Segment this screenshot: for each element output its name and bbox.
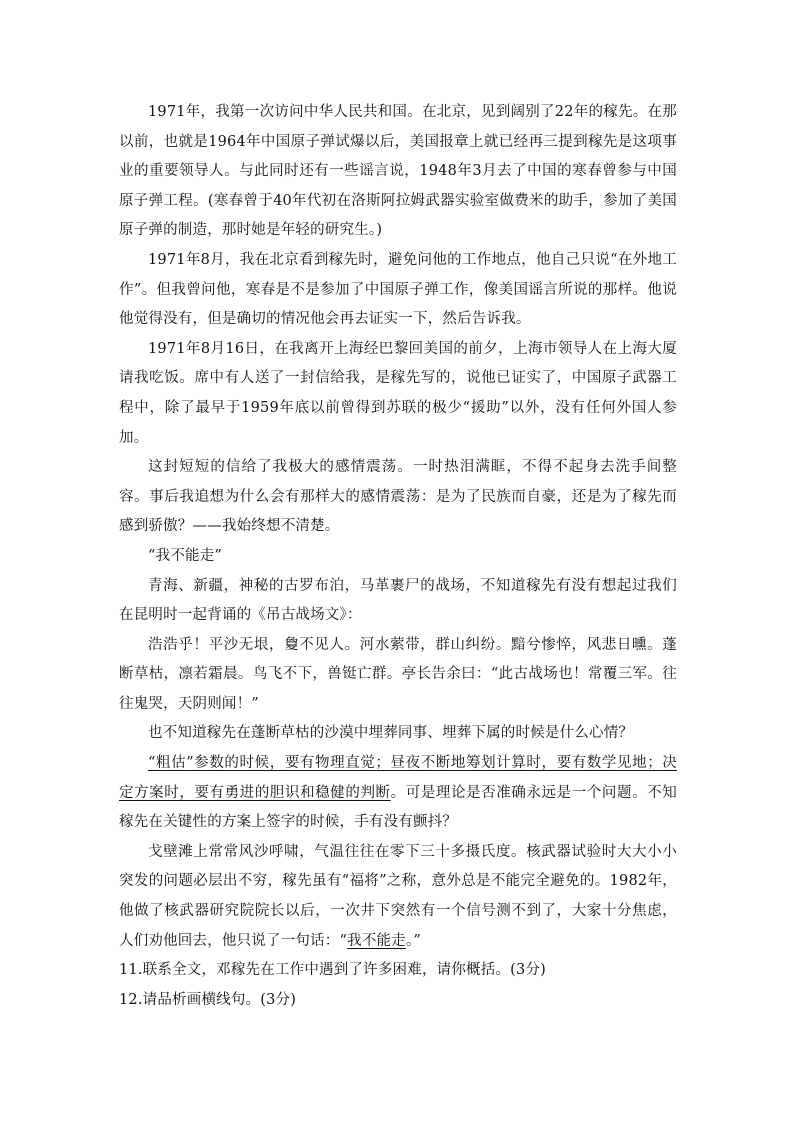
paragraph-8-rest: 。可是理论是否准确永远是一个问题。不知稼先在关键性的方案上签字的时候，手有没有颤抖？ xyxy=(119,784,677,831)
underlined-quote: 我不能走 xyxy=(347,932,406,949)
section-heading: “我不能走” xyxy=(148,547,223,564)
paragraph-5: 青海、新疆，神秘的古罗布泊，马革裹尸的战场，不知道稼先有没有想起过我们在昆明时一起背诵的《吊古战场文》： xyxy=(119,577,677,624)
question-11: 11.联系全文，邓稼先在工作中遇到了许多困难，请你概括。(3分) xyxy=(119,962,546,979)
document-body xyxy=(119,98,677,1015)
paragraph-8 xyxy=(119,749,677,838)
underlined-sentence: “粗估”参数的时候，要有物理直觉；昼夜不断地筹划计算时，要有数学见地；决定方案时，要有勇进的胆识和稳健的判断 xyxy=(119,755,677,801)
paragraph-4: 这封短短的信给了我极大的感情震荡。一时热泪满眶，不得不起身去洗手间整容。事后我追想为什么会有那样大的感情震荡：是为了民族而自豪，还是为了稼先而感到骄傲？——我始终想不清楚。 xyxy=(119,459,677,535)
paragraph-9-end: 。” xyxy=(405,932,422,949)
paragraph-6-quotation: 浩浩乎！平沙无垠，敻不见人。河水萦带，群山纠纷。黯兮惨悴，风悲日曛。蓬断草枯，凛若霜晨。鸟飞不下，兽铤亡群。亭长告余曰：“此古战场也！常覆三军。往往鬼哭，天阴则闻！” xyxy=(119,636,677,712)
paragraph-9 xyxy=(119,838,677,956)
paragraph-2: 1971年8月，我在北京看到稼先时，避免问他的工作地点，他自己只说“在外地工作”。但我曾问他，寒春是不是参加了中国原子弹工作，像美国谣言所说的那样。他说他觉得没有，但是确切的情况他会再去证实一下，然后告诉我。 xyxy=(119,251,677,328)
paragraph-3: 1971年8月16日，在我离开上海经巴黎回美国的前夕，上海市领导人在上海大厦请我吃饭。席中有人送了一封信给我，是稼先写的，说他已证实了，中国原子武器工程中，除了最早于1959年底以前曾得到苏联的极少“援助”以外，没有任何外国人参加。 xyxy=(119,340,677,446)
paragraph-9-main: 戈壁滩上常常风沙呼啸，气温往往在零下三十多摄氏度。核武器试验时大大小小突发的问题必层出不穷，稼先虽有“福将”之称，意外总是不能完全避免的。1982年，他做了核武器研究院院长以后，一次井下突然有一个信号测不到了，大家十分焦虑，人们劝他回去，他只说了一句话：“ xyxy=(119,843,677,949)
paragraph-1: 1971年，我第一次访问中华人民共和国。在北京，见到阔别了22年的稼先。在那以前，也就是1964年中国原子弹试爆以后，美国报章上就已经再三提到稼先是这项事业的重要领导人。与此同时还有一些谣言说，1948年3月去了中国的寒春曾参与中国原子弹工程。(寒春曾于40年代初在洛斯阿拉姆武器实验室做费米的助手，参加了美国原子弹的制造，那时她是年轻的研究生。) xyxy=(119,104,677,239)
question-12: 12.请品析画横线句。(3分) xyxy=(119,991,297,1008)
paragraph-7: 也不知道稼先在蓬断草枯的沙漠中埋葬同事、埋葬下属的时候是什么心情？ xyxy=(148,725,634,742)
